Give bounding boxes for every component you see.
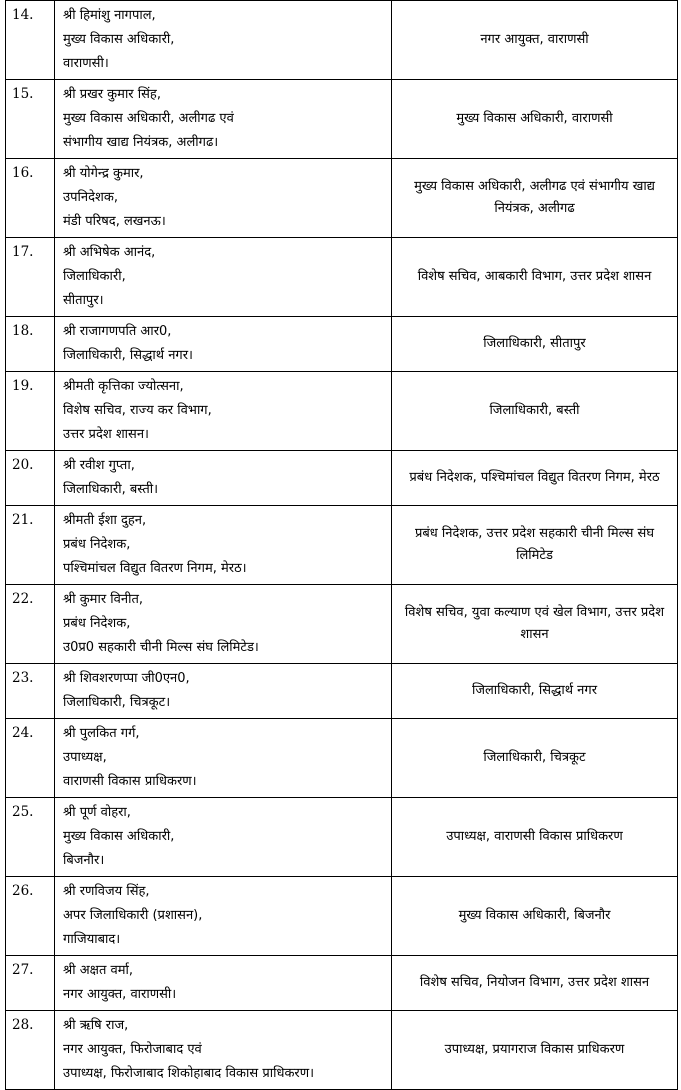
table-row (6, 159, 678, 238)
new-posting: जिलाधिकारी, सिद्धार्थ नगर (392, 664, 678, 719)
serial-number: 17. (6, 238, 55, 317)
officer-line: मुख्य विकास अधिकारी, (63, 829, 175, 844)
table-row (6, 664, 678, 719)
officer-line: जिलाधिकारी, सिद्धार्थ नगर। (63, 348, 193, 363)
officer-line: पश्चिमांचल विद्युत वितरण निगम, मेरठ। (63, 561, 247, 576)
table-row (6, 956, 678, 1011)
serial-number: 23. (6, 664, 55, 719)
new-posting: मुख्य विकास अधिकारी, वाराणसी (392, 80, 678, 159)
officer-details (55, 238, 392, 317)
serial-number: 21. (6, 506, 55, 585)
officer-line: उत्तर प्रदेश शासन। (63, 427, 149, 442)
officer-line: वाराणसी। (63, 56, 109, 71)
new-posting: प्रबंध निदेशक, पश्चिमांचल विद्युत वितरण निगम, मेरठ (392, 451, 678, 506)
officer-details (55, 664, 392, 719)
officer-line: श्री अभिषेक आनंद, (63, 245, 156, 260)
officer-line: उ0प्र0 सहकारी चीनी मिल्स संघ लिमिटेड। (63, 640, 259, 655)
officer-line: श्रीमती कृत्तिका ज्योत्सना, (63, 379, 184, 394)
officer-line: प्रबंध निदेशक, (63, 537, 131, 552)
officer-line: श्री रणविजय सिंह, (63, 884, 150, 899)
serial-number: 25. (6, 798, 55, 877)
serial-number: 20. (6, 451, 55, 506)
officer-line: श्री योगेन्द्र कुमार, (63, 166, 144, 181)
new-posting: मुख्य विकास अधिकारी, बिजनौर (392, 877, 678, 956)
officer-line: श्री अक्षत वर्मा, (63, 963, 134, 978)
officer-line: जिलाधिकारी, चित्रकूट। (63, 695, 171, 710)
officer-line: श्री राजागणपति आर0, (63, 324, 172, 339)
table-body (6, 1, 678, 1090)
officer-line: गाजियाबाद। (63, 932, 121, 947)
new-posting: मुख्य विकास अधिकारी, अलीगढ एवं संभागीय खाद्य नियंत्रक, अलीगढ (392, 159, 678, 238)
officer-line: श्री प्रखर कुमार सिंह, (63, 87, 161, 102)
serial-number: 22. (6, 585, 55, 664)
officer-details (55, 877, 392, 956)
table-row (6, 877, 678, 956)
officer-details (55, 1, 392, 80)
table-row (6, 585, 678, 664)
new-posting: उपाध्यक्ष, प्रयागराज विकास प्राधिकरण (392, 1011, 678, 1090)
officer-line: विशेष सचिव, राज्य कर विभाग, (63, 403, 212, 418)
table-row (6, 372, 678, 451)
officer-line: अपर जिलाधिकारी (प्रशासन), (63, 908, 203, 923)
officer-line: उपाध्यक्ष, फिरोजाबाद शिकोहाबाद विकास प्राधिकरण। (63, 1066, 315, 1081)
serial-number: 28. (6, 1011, 55, 1090)
new-posting: जिलाधिकारी, बस्ती (392, 372, 678, 451)
officer-line: श्री कुमार विनीत, (63, 592, 143, 607)
serial-number: 24. (6, 719, 55, 798)
officer-line: श्रीमती ईशा दुहन, (63, 513, 147, 528)
table-row (6, 719, 678, 798)
officer-line: प्रबंध निदेशक, (63, 616, 131, 631)
officer-line: मुख्य विकास अधिकारी, (63, 32, 175, 47)
officer-line: श्री ऋषि राज, (63, 1018, 129, 1033)
officer-line: जिलाधिकारी, (63, 269, 126, 284)
new-posting: जिलाधिकारी, सीतापुर (392, 317, 678, 372)
table-row (6, 238, 678, 317)
serial-number: 16. (6, 159, 55, 238)
serial-number: 26. (6, 877, 55, 956)
officer-line: सीतापुर। (63, 293, 104, 308)
officer-details (55, 451, 392, 506)
officer-details (55, 372, 392, 451)
new-posting: विशेष सचिव, आबकारी विभाग, उत्तर प्रदेश शासन (392, 238, 678, 317)
new-posting: उपाध्यक्ष, वाराणसी विकास प्राधिकरण (392, 798, 678, 877)
officer-line: श्री हिमांशु नागपाल, (63, 8, 156, 23)
officer-line: श्री रवीश गुप्ता, (63, 458, 135, 473)
table-row (6, 80, 678, 159)
officer-line: उपनिदेशक, (63, 190, 118, 205)
serial-number: 14. (6, 1, 55, 80)
new-posting: विशेष सचिव, नियोजन विभाग, उत्तर प्रदेश शासन (392, 956, 678, 1011)
officer-line: उपाध्यक्ष, (63, 750, 107, 765)
table-row (6, 506, 678, 585)
officer-details (55, 317, 392, 372)
transfer-order-table (5, 0, 678, 1090)
officer-details (55, 506, 392, 585)
officer-details (55, 798, 392, 877)
new-posting: विशेष सचिव, युवा कल्याण एवं खेल विभाग, उत्तर प्रदेश शासन (392, 585, 678, 664)
serial-number: 18. (6, 317, 55, 372)
serial-number: 15. (6, 80, 55, 159)
officer-line: संभागीय खाद्य नियंत्रक, अलीगढ। (63, 135, 219, 150)
new-posting: प्रबंध निदेशक, उत्तर प्रदेश सहकारी चीनी मिल्स संघ लिमिटेड (392, 506, 678, 585)
new-posting: जिलाधिकारी, चित्रकूट (392, 719, 678, 798)
table-row (6, 317, 678, 372)
serial-number: 19. (6, 372, 55, 451)
officer-details (55, 719, 392, 798)
officer-details (55, 80, 392, 159)
officer-line: श्री शिवशरणप्पा जी0एन0, (63, 671, 190, 686)
new-posting: नगर आयुक्त, वाराणसी (392, 1, 678, 80)
officer-line: वाराणसी विकास प्राधिकरण। (63, 774, 197, 789)
officer-details (55, 159, 392, 238)
officer-line: श्री पूर्ण वोहरा, (63, 805, 131, 820)
officer-line: मंडी परिषद, लखनऊ। (63, 214, 166, 229)
officer-line: जिलाधिकारी, बस्ती। (63, 482, 159, 497)
officer-line: नगर आयुक्त, फिरोजाबाद एवं (63, 1042, 202, 1057)
table-row (6, 451, 678, 506)
officer-details (55, 585, 392, 664)
officer-details (55, 1011, 392, 1090)
officer-line: श्री पुलकित गर्ग, (63, 726, 140, 741)
table-row (6, 1, 678, 80)
serial-number: 27. (6, 956, 55, 1011)
officer-line: बिजनौर। (63, 853, 105, 868)
officer-details (55, 956, 392, 1011)
officer-line: नगर आयुक्त, वाराणसी। (63, 987, 177, 1002)
officer-line: मुख्य विकास अधिकारी, अलीगढ एवं (63, 111, 234, 126)
table-row (6, 1011, 678, 1090)
table-row (6, 798, 678, 877)
